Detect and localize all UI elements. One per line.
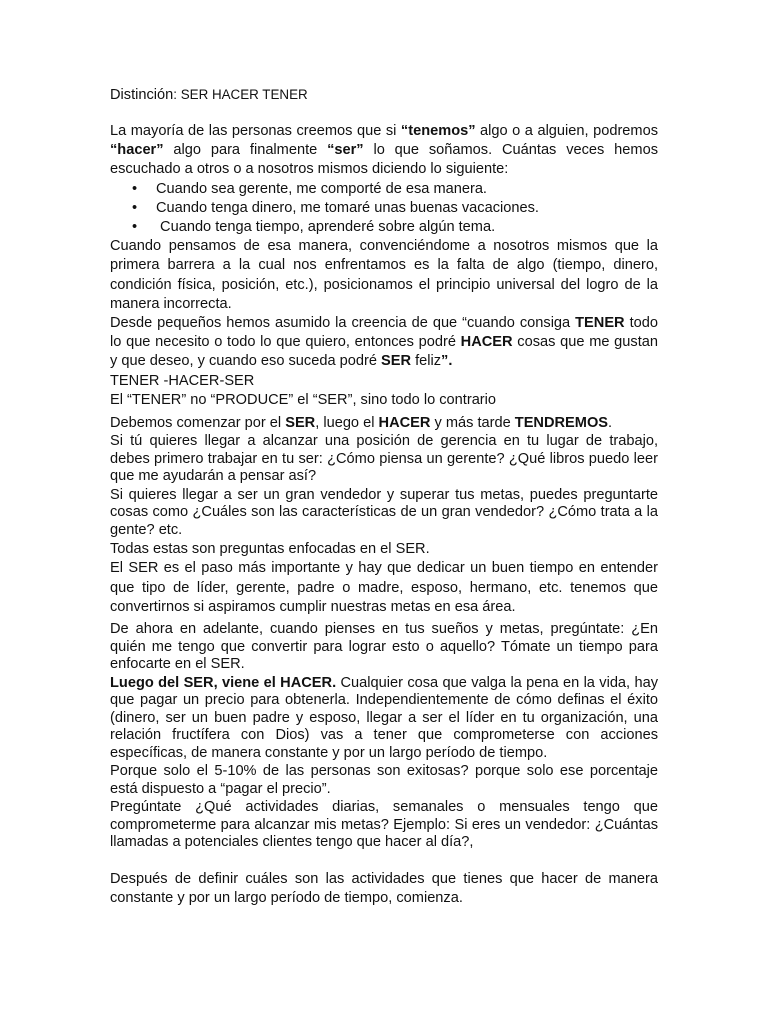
paragraph: De ahora en adelante, cuando pienses en tus sueños y metas, pregúntate: ¿En quién me tengo que convertir para lograr esto o aquello? Tómate un tiempo para enfocarte en el SER. bbox=[110, 621, 658, 673]
text-run: cosas que me gustan y que deseo, y cuando eso suceda podré bbox=[110, 334, 659, 370]
paragraph: El SER es el paso más importante y hay que dedicar un buen tiempo en entender que tipo de líder, gerente, padre o madre, esposo, hermano, etc. tenemos que convertirnos si aspiramos cumplir nuestras metas en esa área. bbox=[110, 560, 658, 615]
paragraph bbox=[110, 675, 658, 763]
list-item-text: Cuando tenga dinero, me tomaré unas buenas vacaciones. bbox=[156, 199, 539, 216]
text-run: , luego el bbox=[315, 415, 379, 432]
paragraph: Pregúntate ¿Qué actividades diarias, semanales o mensuales tengo que comprometerme para alcanzar mis metas? Ejemplo: Si eres un vendedor: ¿Cuántas llamadas a potenciales clientes tengo que hacer al día?, bbox=[110, 799, 658, 851]
list-item-text: Cuando sea gerente, me comporté de esa manera. bbox=[156, 180, 487, 197]
paragraph: El “TENER” no “PRODUCE” el “SER”, sino todo lo contrario bbox=[110, 391, 497, 408]
bold-hacer: HACER bbox=[460, 334, 513, 351]
bold-hacer: HACER bbox=[378, 415, 431, 432]
text-run: La mayoría de las personas creemos que si bbox=[110, 123, 401, 139]
paragraph: Si quieres llegar a ser un gran vendedor y superar tus metas, puedes preguntarte cosas como ¿Cuáles son las características de un gran vendedor? ¿Cómo trata a la gente? etc. bbox=[110, 486, 658, 538]
paragraph-final: Después de definir cuáles son las actividades que tienes que hacer de manera constante y por un largo período de tiempo, comienza. bbox=[110, 870, 658, 906]
paragraph: Si tú quieres llegar a alcanzar una posición de gerencia en tu lugar de trabajo, debes primero trabajar en tu ser: ¿Cómo piensa un gerente? ¿Qué libros puedo leer que me ayudarán a pensar así? bbox=[110, 433, 658, 485]
list-item bbox=[110, 199, 658, 218]
bold-tener: TENER bbox=[575, 315, 625, 332]
text-run: Desde pequeños hemos asumido la creencia de que “cuando consiga bbox=[110, 315, 576, 332]
bold-luego-del-ser: Luego del SER, viene el HACER. bbox=[110, 674, 337, 691]
paragraph: Todas estas son preguntas enfocadas en el SER. bbox=[110, 541, 430, 558]
bullet-list bbox=[110, 180, 658, 238]
text-run: algo para finalmente bbox=[163, 142, 328, 159]
paragraph: TENER -HACER-SER bbox=[110, 372, 255, 389]
bold-tendremos: TENDREMOS bbox=[514, 415, 609, 432]
text-run: algo o a alguien, podremos bbox=[475, 123, 658, 139]
paragraph bbox=[110, 414, 658, 433]
title-rest: : SER HACER TENER bbox=[173, 87, 308, 102]
bold-tenemos: “tenemos” bbox=[400, 123, 476, 139]
title-prefix: Distinción bbox=[110, 87, 174, 103]
list-item bbox=[110, 218, 658, 237]
text-run: lo que soñamos. Cuántas veces hemos escuchado a otros o a nosotros mismos diciendo lo siguiente: bbox=[110, 142, 658, 178]
paragraph: Porque solo el 5-10% de las personas son exitosas? porque solo ese porcentaje está dispuesto a “pagar el precio”. bbox=[110, 763, 658, 797]
paragraph: Cuando pensamos de esa manera, convenciéndome a nosotros mismos que la primera barrera a la cual nos enfrentamos es la falta de algo (tiempo, dinero, condición física, posición, etc.), posicionamos el principio universal del logro de la manera incorrecta. bbox=[110, 238, 658, 312]
text-run: Cualquier cosa que valga la pena en la vida, hay que pagar un precio para obtenerla. Independientemente de cómo definas el éxito (dinero, ser un buen padre y esposo, llegar a ser el líder en tu organización, una relación fructífera con Dios) vas a tener que comprometerse con acciones específicas, de manera constante y por un largo período de tiempo. bbox=[110, 674, 658, 761]
bold-ser: SER bbox=[381, 353, 412, 370]
bullet-icon: • bbox=[132, 219, 138, 236]
text-run: Debemos comenzar por el bbox=[110, 415, 286, 432]
text-run: todo lo que necesito o todo lo que quiero, entonces podré bbox=[110, 315, 658, 351]
text-run: y más tarde bbox=[430, 415, 515, 432]
bold-ser: SER bbox=[285, 415, 316, 432]
bullet-icon: • bbox=[132, 180, 138, 197]
document-title bbox=[110, 85, 308, 105]
document-body bbox=[110, 122, 658, 908]
bullet-icon: • bbox=[132, 199, 138, 216]
text-run: . bbox=[608, 415, 613, 432]
text-run: feliz bbox=[411, 353, 442, 370]
paragraph bbox=[110, 314, 658, 372]
list-item bbox=[110, 180, 658, 199]
paragraph-intro bbox=[110, 122, 658, 180]
bold-hacer: “hacer” bbox=[110, 142, 164, 159]
list-item-text: Cuando tenga tiempo, aprenderé sobre algún tema. bbox=[156, 219, 496, 236]
bold-ser: “ser” bbox=[327, 142, 364, 159]
bold-quote: ”. bbox=[441, 353, 453, 370]
